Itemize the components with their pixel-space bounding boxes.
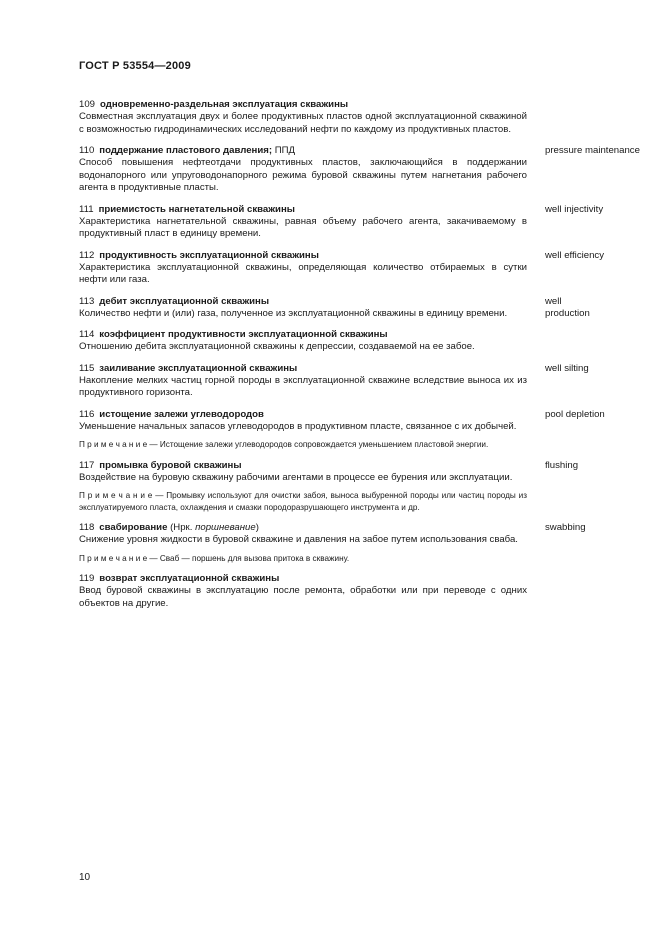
term-title: истощение залежи углеводородов [99,408,264,420]
term-number: 117 [79,459,95,471]
term-line [79,409,534,421]
term-definition: Ввод буровой скважины в эксплуатацию после ремонта, обработки или при переводе с одних объектов на другие. [79,585,527,609]
term-title: приемистость нагнетательной скважины [98,203,295,215]
english-equivalent: well production [545,295,590,319]
term-line [79,522,534,534]
terms-list [79,99,639,619]
term-entry-119 [79,573,639,610]
term-line [79,204,534,216]
term-entry-116 [79,409,639,451]
english-equivalent: well silting [545,362,589,374]
term-title: свабирование [99,522,168,533]
term-definition: Отношению дебита эксплуатационной скважины к депрессии, создаваемой на ее забое. [79,341,475,352]
english-equivalent: well injectivity [545,203,604,215]
term-entry-111 [79,204,639,241]
term-title: коэффициент продуктивности эксплуатационной скважины [99,329,388,340]
term-abbreviation: ППД [274,145,295,156]
term-number: 115 [79,362,95,374]
term-definition: Снижение уровня жидкости в буровой скважине и давления на забое путем использования сваба. [79,534,518,545]
term-definition: Накопление мелких частиц горной породы в эксплуатационной скважине вследствие выноса их из продуктивного горизонта. [79,374,527,398]
term-number: 112 [79,249,95,261]
term-title: поддержание пластового давления; [99,145,273,156]
term-line [79,329,534,341]
term-line [79,460,534,472]
term-note: П р и м е ч а н и е — Истощение залежи углеводородов сопровождается уменьшением пластовой энергии. [79,440,489,449]
non-recommended-prefix: (Нрк. [170,522,193,533]
term-number: 113 [79,295,95,307]
term-definition: Уменьшение начальных запасов углеводородов в продуктивном пласте, связанное с их добычей. [79,420,517,432]
document-header: ГОСТ Р 53554—2009 [79,60,191,72]
term-number: 119 [79,573,95,584]
term-number: 118 [79,522,95,533]
term-entry-113 [79,296,639,321]
term-title: продуктивность эксплуатационной скважины [99,249,319,261]
term-title: одновременно-раздельная эксплуатация скважины [100,99,349,110]
non-recommended-suffix: ) [255,522,259,533]
term-entry-114 [79,329,639,354]
term-line [79,145,534,157]
term-number: 116 [79,408,95,420]
term-definition: Характеристика эксплуатационной скважины, определяющая количество отбираемых в сутки нефти или газа. [79,261,527,285]
term-entry-109 [79,99,639,136]
term-definition: Воздействие на буровую скважину рабочими агентами в процессе ее бурения или эксплуатации. [79,471,513,483]
term-entry-117 [79,460,639,514]
term-definition: Совместная эксплуатация двух и более продуктивных пластов одной эксплуатационной скважиной с возможностью гидродинамических исследований нефти по каждому из продуктивных пластов. [79,111,527,135]
term-title: дебит эксплуатационной скважины [99,295,270,307]
term-note: П р и м е ч а н и е — Сваб — поршень для вызова притока в скважину. [79,553,350,563]
term-title: возврат эксплуатационной скважины [99,573,280,584]
term-entry-110 [79,145,639,195]
term-title: промывка буровой скважины [99,459,242,471]
term-entry-118 [79,522,639,564]
english-equivalent: pressure maintenance [545,145,640,156]
non-recommended-term: поршневание [195,522,256,533]
term-number: 110 [79,145,95,156]
term-title: заиливание эксплуатационной скважины [99,362,298,374]
term-line [79,250,534,262]
term-note: П р и м е ч а н и е — Промывку используют для очистки забоя, выноса выбуренной породы или частиц породы из эксплуатируемого пласта, охлаждения и смазки породоразрушающего инструмента и др. [79,491,527,512]
term-entry-115 [79,363,639,400]
term-number: 114 [79,329,95,340]
term-line [79,573,534,585]
term-line [79,296,534,308]
term-definition: Количество нефти и (или) газа, полученное из эксплуатационной скважины в единицу времени. [79,307,508,319]
page-number: 10 [79,872,91,883]
term-number: 111 [79,203,94,215]
term-line [79,363,534,375]
term-line [79,99,534,111]
english-equivalent: pool depletion [545,408,605,420]
term-entry-112 [79,250,639,287]
term-definition: Характеристика нагнетательной скважины, равная объему рабочего агента, закачиваемому в продуктивный пласт в единицу времени. [79,215,527,239]
english-equivalent: flushing [545,459,579,471]
term-definition: Способ повышения нефтеотдачи продуктивных пластов, заключающийся в поддержании водонапорного или упруговодонапорного режима буровой скважины путем нагнетания рабочего агента в продуктивные пласты. [79,157,527,193]
english-equivalent: well efficiency [545,249,605,261]
term-number: 109 [79,99,96,110]
english-equivalent: swabbing [545,522,586,533]
